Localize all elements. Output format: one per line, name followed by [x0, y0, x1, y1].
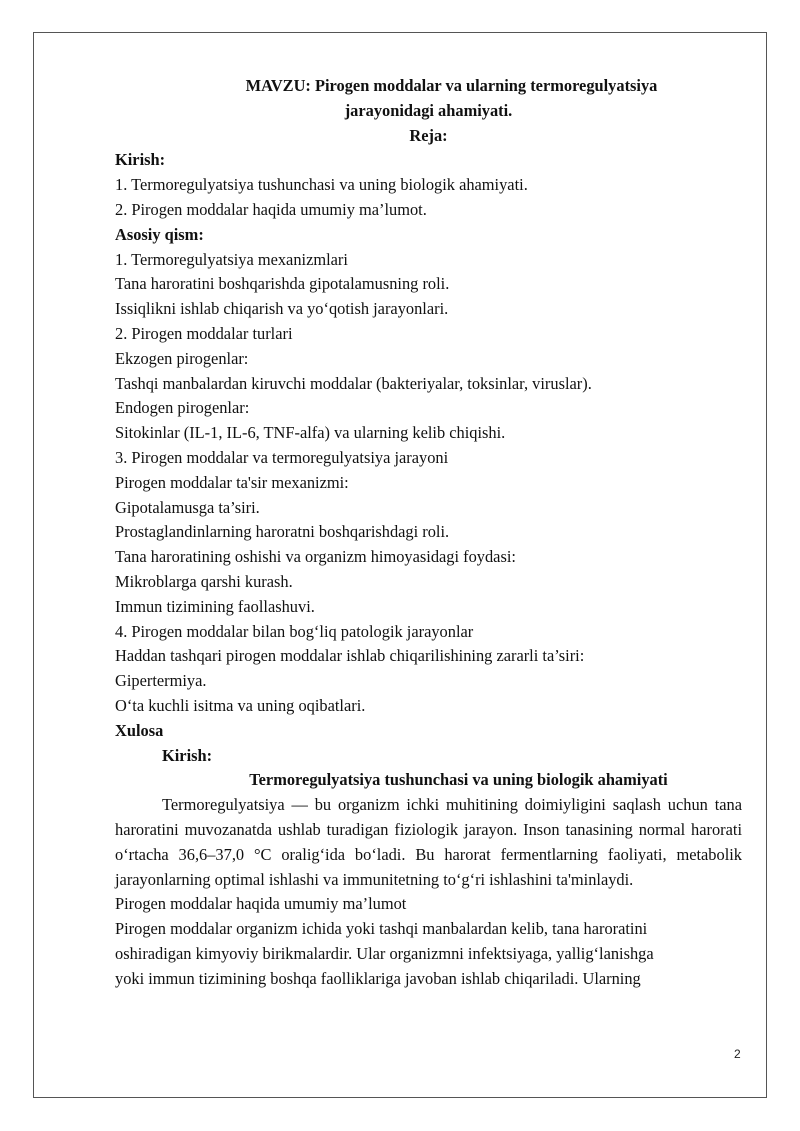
outline-item: Prostaglandinlarning haroratni boshqarishdagi roli. — [115, 522, 450, 542]
outline-item: Ekzogen pirogenlar: — [115, 348, 249, 368]
outline-item: Tana haroratini boshqarishda gipotalamusning roli. — [115, 274, 450, 294]
outline-item: Mikroblarga qarshi kurash. — [115, 571, 293, 591]
outline-item: O‘ta kuchli isitma va uning oqibatlari. — [115, 695, 366, 715]
outline-item: 3. Pirogen moddalar va termoregulyatsiya jarayoni — [115, 447, 449, 467]
title-line-2: jarayonidagi ahamiyati. — [344, 100, 513, 120]
outline-item: 4. Pirogen moddalar bilan bog‘liq patologik jarayonlar — [115, 621, 474, 641]
outline-heading: Kirish: — [115, 150, 166, 170]
outline-item: Gipotalamusga ta’siri. — [115, 497, 260, 517]
outline-item: Endogen pirogenlar: — [115, 398, 250, 418]
outline-item: Issiqlikni ishlab chiqarish va yo‘qotish jarayonlari. — [115, 299, 449, 319]
outline-heading: Asosiy qism: — [115, 224, 204, 244]
outline-item: Immun tizimining faollashuvi. — [115, 596, 315, 616]
outline-item: Tana haroratining oshishi va organizm himoyasidagi foydasi: — [115, 547, 516, 567]
paragraph-line: yoki immun tizimining boshqa faolliklariga javoban ishlab chiqariladi. Ularning — [115, 968, 641, 988]
paragraph-termoregulyatsiya: Termoregulyatsiya — bu organizm ichki muhitining doimiyligini saqlash uchun tana haroratini muvozanatda ushlab turadigan fiziologik jarayon. Inson tanasining normal harorati o‘rtacha 36,6–37,0 °C oralig‘ida bo‘ladi. Bu harorat fermentlarning faoliyati, metabolik jarayonlarning optimal ishlashi va immunitetning to‘g‘ri ishlashini ta'minlaydi. — [115, 795, 742, 889]
paragraph-line: oshiradigan kimyoviy birikmalardir. Ular organizmni infektsiyaga, yallig‘lanishga — [115, 943, 654, 963]
title-line-1: MAVZU: Pirogen moddalar va ularning termoregulyatsiya — [245, 76, 658, 95]
section-heading: Termoregulyatsiya tushunchasi va uning biologik ahamiyati — [249, 770, 668, 790]
outline-item: Gipertermiya. — [115, 671, 207, 691]
page-number: 2 — [734, 1047, 741, 1061]
paragraph-pirogen — [115, 917, 742, 991]
outline-item: 1. Termoregulyatsiya tushunchasi va uning biologik ahamiyati. — [115, 175, 528, 195]
outline-item: Pirogen moddalar ta'sir mexanizmi: — [115, 472, 349, 492]
outline-item: Sitokinlar (IL-1, IL-6, TNF-alfa) va ularning kelib chiqishi. — [115, 423, 506, 443]
outline-heading: Xulosa — [115, 720, 164, 740]
outline-item: Haddan tashqari pirogen moddalar ishlab chiqarilishining zararli ta’siri: — [115, 646, 585, 666]
document-body — [115, 74, 742, 991]
paragraph-line: Pirogen moddalar organizm ichida yoki tashqi manbalardan kelib, tana haroratini — [115, 919, 648, 939]
plan-outline — [115, 148, 742, 743]
outline-item: 2. Pirogen moddalar haqida umumiy ma’lumot. — [115, 199, 427, 219]
intro-heading: Kirish: — [162, 745, 213, 765]
outline-item: 2. Pirogen moddalar turlari — [115, 323, 293, 343]
outline-item: Tashqi manbalardan kiruvchi moddalar (bakteriyalar, toksinlar, viruslar). — [115, 373, 592, 393]
document-title — [115, 74, 742, 124]
outline-item: 1. Termoregulyatsiya mexanizmlari — [115, 249, 348, 269]
plan-heading: Reja: — [409, 125, 448, 145]
subheading-pirogen: Pirogen moddalar haqida umumiy ma’lumot — [115, 894, 407, 914]
